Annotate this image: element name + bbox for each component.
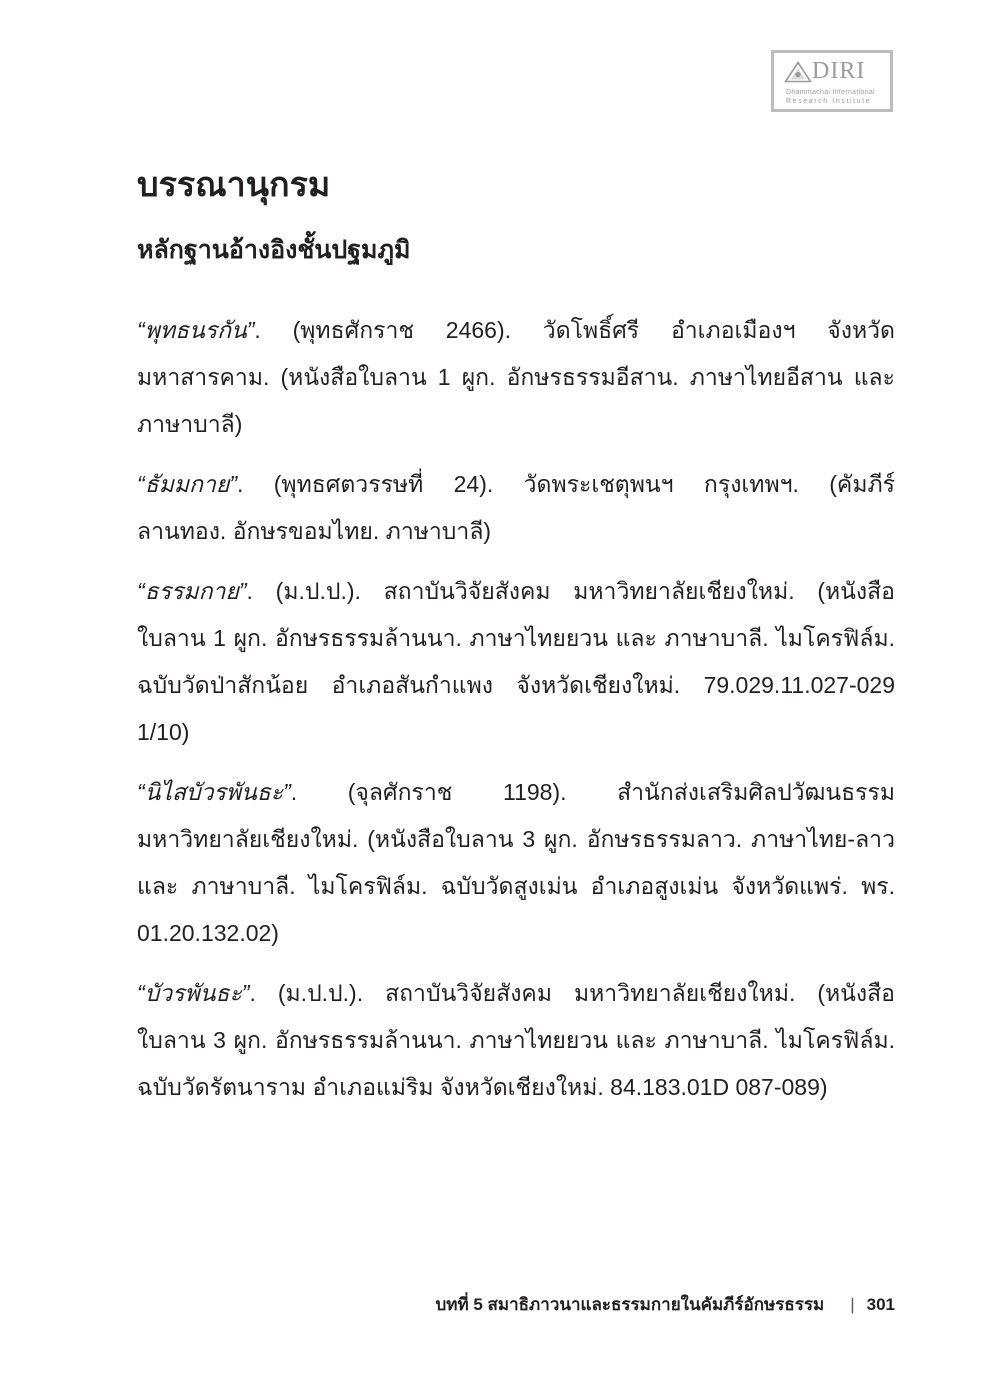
entry-first-line <box>137 970 895 1017</box>
dhammachai-triangle-icon <box>784 61 812 83</box>
entry-title: “พุทธนรกัน” <box>137 317 255 343</box>
chapter-title: บทที่ 5 สมาธิภาวนาและธรรมกายในคัมภีร์อักษรธรรม <box>435 1295 825 1314</box>
entry-text-line: ภาษาบาลี) <box>137 411 243 437</box>
entry-first-line <box>137 769 895 816</box>
bibliography-list <box>137 307 895 1111</box>
running-footer <box>435 1292 895 1318</box>
entry-text-line: 1/10) <box>137 719 190 745</box>
entry-text-line: . (จุลศักราช 1198). สำนักส่งเสริมศิลปวัฒนธรรม <box>290 779 895 805</box>
entry-text-line: 01.20.132.02) <box>137 920 279 946</box>
logo-subtitle-line-2: Research Institute <box>786 98 872 105</box>
bibliography-entry <box>137 461 895 555</box>
page-title: บรรณานุกรม <box>137 166 331 204</box>
entry-text-line: . (พุทธศตวรรษที่ 24). วัดพระเชตุพนฯ กรุงเทพฯ. (คัมภีร์ <box>237 471 895 497</box>
entry-text-line: และ ภาษาบาลี. ไมโครฟิล์ม. ฉบับวัดสูงเม่น อำเภอสูงเม่น จังหวัดแพร่. พร. <box>137 873 895 899</box>
page-number: 301 <box>866 1295 895 1314</box>
entry-title: “นิไสบัวรพันธะ” <box>137 779 291 805</box>
entry-text-line: ใบลาน 3 ผูก. อักษรธรรมล้านนา. ภาษาไทยยวน และ ภาษาบาลี. ไมโครฟิล์ม. <box>137 1027 895 1053</box>
entry-title: “บัวรพันธะ” <box>137 980 250 1006</box>
bibliography-entry <box>137 568 895 756</box>
entry-title: “ธรรมกาย” <box>137 578 247 604</box>
entry-text-line: . (ม.ป.ป.). สถาบันวิจัยสังคม มหาวิทยาลัยเชียงใหม่. (หนังสือ <box>249 980 895 1006</box>
entry-text-line: ใบลาน 1 ผูก. อักษรธรรมล้านนา. ภาษาไทยยวน และ ภาษาบาลี. ไมโครฟิล์ม. <box>137 625 895 651</box>
entry-text-line: ฉบับวัดป่าสักน้อย อำเภอสันกำแพง จังหวัดเชียงใหม่. 79.029.11.027-029 <box>137 672 895 698</box>
entry-text-line: ฉบับวัดรัตนาราม อำเภอแม่ริม จังหวัดเชียงใหม่. 84.183.01D 087-089) <box>137 1074 828 1100</box>
diri-logo <box>771 50 893 112</box>
logo-subtitle-line-1: Dhammachai International <box>786 89 875 96</box>
entry-text-line: มหาสารคาม. (หนังสือใบลาน 1 ผูก. อักษรธรรมอีสาน. ภาษาไทยอีสาน และ <box>137 364 895 390</box>
entry-text-line: . (ม.ป.ป.). สถาบันวิจัยสังคม มหาวิทยาลัยเชียงใหม่. (หนังสือ <box>246 578 895 604</box>
bibliography-entry <box>137 307 895 448</box>
entry-first-line <box>137 307 895 354</box>
section-heading: หลักฐานอ้างอิงชั้นปฐมภูมิ <box>137 236 411 264</box>
entry-first-line <box>137 461 895 508</box>
entry-text-line: . (พุทธศักราช 2466). วัดโพธิ์ศรี อำเภอเมืองฯ จังหวัด <box>254 317 895 343</box>
bibliography-entry <box>137 970 895 1111</box>
footer-separator: | <box>850 1295 855 1314</box>
bibliography-entry <box>137 769 895 957</box>
entry-first-line <box>137 568 895 615</box>
entry-text-line: ลานทอง. อักษรขอมไทย. ภาษาบาลี) <box>137 518 492 544</box>
logo-name: DIRI <box>812 58 866 84</box>
entry-title: “ธัมมกาย” <box>137 471 237 497</box>
entry-text-line: มหาวิทยาลัยเชียงใหม่. (หนังสือใบลาน 3 ผูก. อักษรธรรมลาว. ภาษาไทย-ลาว <box>137 826 895 852</box>
